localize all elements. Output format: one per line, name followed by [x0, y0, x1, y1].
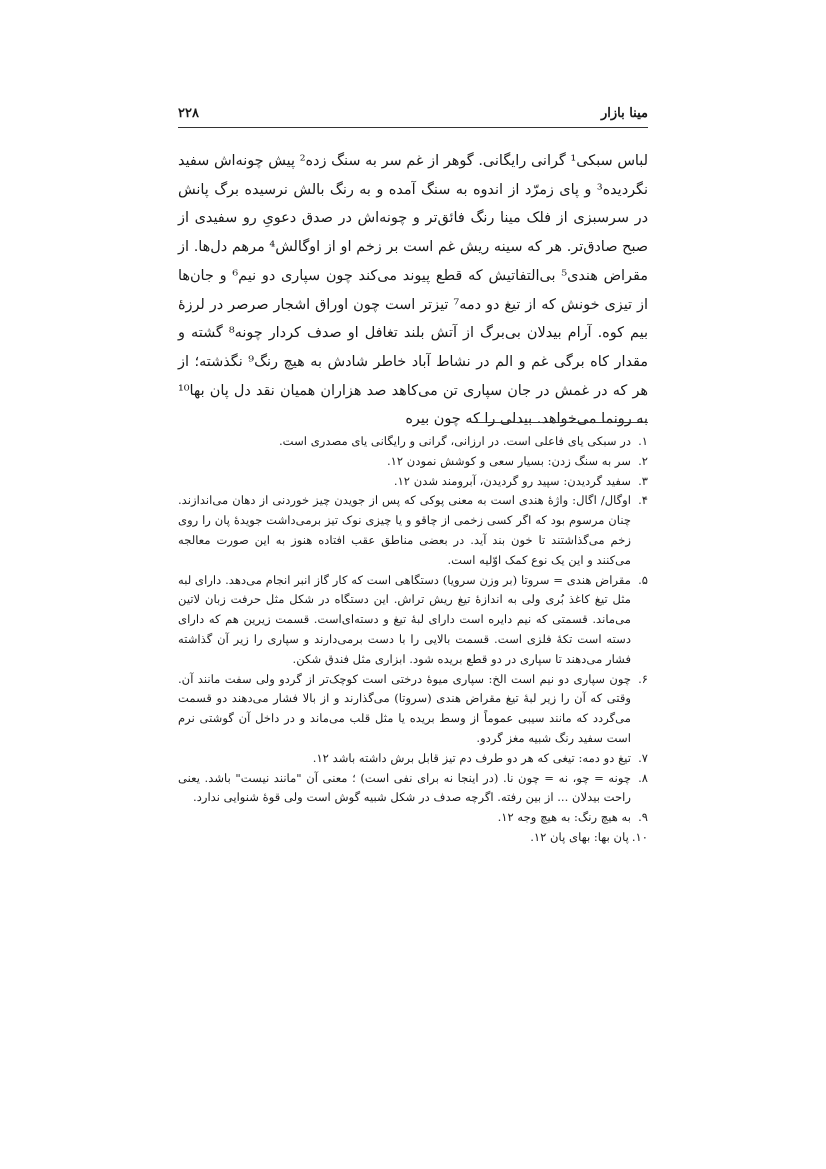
- footnote-number: ۱.: [638, 434, 648, 448]
- footnote-number: ۸.: [638, 770, 648, 785]
- page-number: ۲۲۸: [178, 106, 199, 121]
- footnote-item: [178, 472, 648, 492]
- footnote-text: در سبکی یای فاعلی است. در ارزانی، گرانی و رایگانی یای مصدری است.: [279, 434, 631, 448]
- footnote-text: تیغ دو دمه: تیغی که هر دو طرف دم تیز قابل برش داشته باشد ۱۲.: [312, 750, 631, 765]
- footnote-item: [178, 670, 648, 749]
- footnote-text: به هیچ رنگ: به هیچ وجه ۱۲.: [497, 810, 631, 825]
- footnote-item: [178, 749, 648, 769]
- footnote-separator: [476, 422, 648, 423]
- footnote-item: [178, 491, 648, 570]
- footnote-number: ۹.: [638, 810, 648, 825]
- footnote-number: ۷.: [638, 750, 648, 765]
- header-rule: [178, 127, 648, 128]
- footnote-number: ۴.: [638, 493, 648, 508]
- footnote-item: [178, 828, 648, 848]
- footnote-item: [178, 571, 648, 670]
- body-paragraph: لباس سبکی¹ گرانی رایگانی. گوهر از غم سر به سنگ زده² پیش چونه‌اش سفید نگردیده³ و پای زمرّد از اندوه به سنگ آمده و به رنگ بالش نرسیده برگ پانش در سرسبزی از فلک مینا رنگ فائق‌تر و چونه‌اش در صدق دعویِ رو سفیدی از صبح صادق‌تر. هر که سینه ریش غم است بر زخم او از اوگالش⁴ مرهم دل‌ها. از مقراض هندی⁵ بی‌التفاتیش که قطع پیوند می‌کند چون سپاری دو نیم⁶ و جان‌ها از تیزی خونش که از تیغ دو دمه⁷ تیزتر است چون اوراق اشجار صرصر در لرزهٔ بیم کوه. آرام بیدلان بی‌برگ از آتش بلند تغافل او صدف کردار چونه⁸ گشته و مقدار کاه برگی غم و الم در نشاط آباد خاطر شادش به هیچ رنگ⁹ نگذشته؛ از هر که در غمش در جان سپاری تن می‌کاهد صد هزاران همیان نقد دل پان بها¹⁰ به رونما می‌خواهد. بیدلی را که چون بیره: [178, 153, 649, 428]
- footnote-text: چونه = چو، نه = چون نا. (در اینجا نه برای نفی است) ؛ معنی آن "مانند نیست" باشد. یعنی راحت بیدلان ... از بین رفته. اگرچه صدف در شکل شبیه گوش است ولی قوهٔ شنوایی ندارد.: [178, 770, 631, 805]
- footnote-text: سر به سنگ زدن: بسیار سعی و کوشش نمودن ۱۲.: [386, 453, 631, 468]
- footnote-number: ۶.: [638, 671, 648, 686]
- footnote-text: مقراض هندی = سروتا (بر وزن سرویا) دستگاهی است که کار گاز انبر انجام می‌دهد. دارای لبه مثل تیغ کاغذ بُری ولی به اندازهٔ تیغ ریش تراش. این دستگاه در شکل مثل حرفت زبان لاتین می‌ماند. قسمتی که نیم دایره است دارای لبهٔ تیغ و دسته‌ای‌است. قسمت زیرین هم که دارای دسته است تکهٔ فلزی است. قسمت بالایی را با دست برمی‌دارند و سپاری را زیر آن گذاشته فشار می‌دهند تا سپاری در دو قطع بریده شود. ابزاری مثل فندق شکن.: [178, 572, 631, 666]
- footnote-number: ۲.: [638, 453, 648, 468]
- footnote-number: ۱۰.: [631, 829, 648, 844]
- footnote-text: پان بها: بهای پان ۱۲.: [530, 829, 629, 844]
- footnote-text: سفید گردیدن: سپید رو گردیدن، آبرومند شدن ۱۲.: [393, 473, 631, 488]
- footnote-text: اوگال/ اگال: واژهٔ هندی است به معنی پوکی که پس از جویدن چیز خوردنی از دهان می‌اندازند. چنان مرسوم بود که اگر کسی زخمی از چاقو و یا چیزی نوک تیز برمی‌داشت جویدهٔ پان را روی زخم می‌گذاشتند تا خون بند آید. در بعضی مناطق عقب افتاده هنوز به این صورت معالجه می‌کنند و این یک نوع کمک اوّلیه است.: [178, 493, 631, 567]
- footnote-number: ۵.: [638, 572, 648, 587]
- footnote-item: [178, 452, 648, 472]
- footnote-text: چون سپاری دو نیم است الخ: سپاری میوهٔ درختی است کوچک‌تر از گردو ولی سفت مانند آن. وقتی که آن را زیر لبهٔ تیغ مقراض هندی (سروتا) می‌گذارند و از بالا فشار می‌دهند دو قسمت می‌گردد که مانند سیبی عموماً از وسط بریده یا مثل قلب می‌ماند و در داخل آن گوشتی نرم است سفید رنگ شبیه مغز گردو.: [178, 671, 631, 745]
- footnote-item: [178, 432, 648, 452]
- running-title: مینا بازار: [600, 106, 648, 121]
- body-text-block: [178, 147, 648, 434]
- running-header: [178, 106, 648, 128]
- footnote-item: [178, 769, 648, 809]
- footnote-item: [178, 808, 648, 828]
- footnote-number: ۳.: [638, 473, 648, 488]
- footnotes-list: [178, 432, 648, 848]
